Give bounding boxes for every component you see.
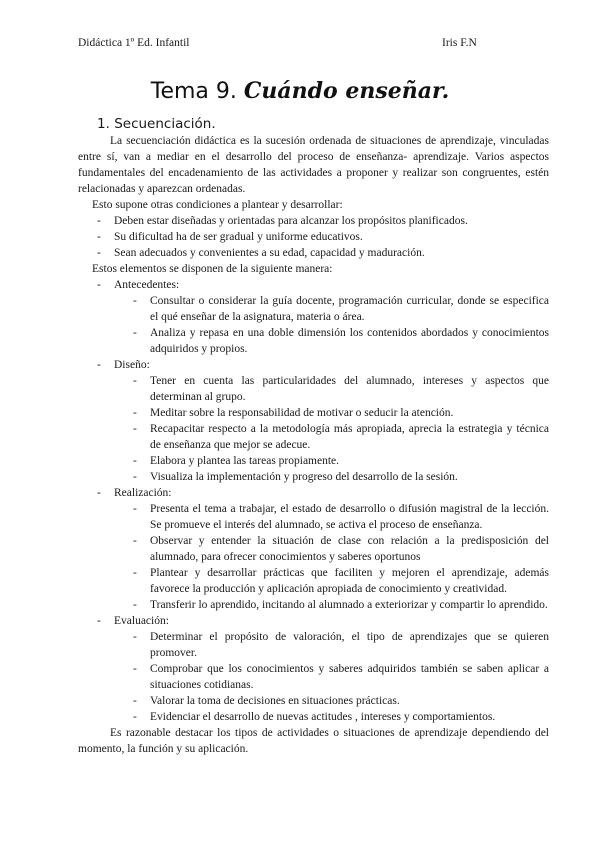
list-item: - Determinar el propósito de valoración, el tipo de aprendizajes que se quieren promover.	[133, 631, 549, 659]
closing-paragraph: Es razonable destacar los tipos de actividades o situaciones de aprendizaje dependiendo del momento, la función y su aplicación.	[78, 727, 549, 755]
bullet-marker: -	[133, 567, 137, 579]
conditions-intro: Esto supone otras condiciones a plantear y desarrollar:	[92, 199, 343, 211]
section-heading	[97, 116, 216, 132]
bullet-marker: -	[97, 279, 101, 291]
bullet-marker: -	[97, 615, 101, 627]
bullet-marker: -	[133, 535, 137, 547]
bullet-marker: -	[133, 663, 137, 675]
list-item: - Plantear y desarrollar prácticas que faciliten y mejoren el aprendizaje, además favorece la producción y aplicación apropiada de conocimiento y creatividad.	[133, 567, 549, 595]
bullet-marker: -	[133, 295, 137, 307]
elements-intro: Estos elementos se disponen de la siguiente manera:	[92, 263, 333, 275]
bullet-marker: -	[97, 215, 101, 227]
title-main: Cuándo enseñar.	[243, 78, 450, 104]
section-title: Secuenciación.	[114, 116, 216, 132]
bullet-marker: -	[97, 231, 101, 243]
header-right: Iris F.N	[442, 37, 477, 49]
list-item: - Tener en cuenta las particularidades del alumnado, intereses y aspectos que determinan al grupo.	[133, 375, 549, 403]
phase-realizacion: - Realización:	[97, 487, 172, 499]
list-item: - Transferir lo aprendido, incitando al alumnado a exteriorizar y compartir lo aprendido.	[133, 599, 548, 611]
document-body	[78, 133, 549, 757]
bullet-marker: -	[133, 599, 137, 611]
bullet-marker: -	[133, 327, 137, 339]
bullet-marker: -	[133, 471, 137, 483]
list-item: - Sean adecuados y convenientes a su edad, capacidad y maduración.	[97, 247, 425, 259]
bullet-marker: -	[133, 631, 137, 643]
bullet-marker: -	[133, 711, 137, 723]
list-item: - Meditar sobre la responsabilidad de motivar o seducir la atención.	[133, 407, 454, 419]
list-item: - Elabora y plantea las tareas propiamente.	[133, 455, 340, 467]
list-item: - Recapacitar respecto a la metodología más apropiada, aprecia la estrategia y técnica de enseñanza que mejor se adecue.	[133, 423, 549, 451]
intro-paragraph: La secuenciación didáctica es la sucesión ordenada de situaciones de aprendizaje, vinculadas entre sí, van a mediar en el desarrollo del proceso de enseñanza- aprendizaje. Varios aspectos fundamentales del encadenamiento de las actividades a proponer y realizar son congruentes, estén relacionadas y aparezcan ordenadas.	[78, 135, 549, 195]
list-item: - Presenta el tema a trabajar, el estado de desarrollo o difusión magistral de la lección. Se promueve el interés del alumnado, se activa el proceso de enseñanza.	[133, 503, 549, 531]
bullet-marker: -	[133, 375, 137, 387]
header-left: Didáctica 1º Ed. Infantil	[78, 37, 190, 49]
bullet-marker: -	[97, 487, 101, 499]
phase-diseno: - Diseño:	[97, 359, 150, 371]
list-item: - Evidenciar el desarrollo de nuevas actitudes , intereses y comportamientos.	[133, 711, 496, 723]
bullet-marker: -	[97, 247, 101, 259]
list-item: - Consultar o considerar la guía docente, programación curricular, donde se especifica el qué enseñar de la asignatura, materia o área.	[133, 295, 549, 323]
bullet-marker: -	[133, 407, 137, 419]
bullet-marker: -	[133, 423, 137, 435]
phase-antecedentes: - Antecedentes:	[97, 279, 180, 291]
page-title	[0, 78, 600, 104]
bullet-marker: -	[133, 455, 137, 467]
list-item: - Valorar la toma de decisiones en situaciones prácticas.	[133, 695, 400, 707]
list-item: - Su dificultad ha de ser gradual y uniforme educativos.	[97, 231, 363, 243]
list-item: - Comprobar que los conocimientos y saberes adquiridos también se saben aplicar a situaciones cotidianas.	[133, 663, 549, 691]
list-item: - Analiza y repasa en una doble dimensión los contenidos abordados y conocimientos adquiridos y propios.	[133, 327, 549, 355]
section-number: 1.	[97, 116, 110, 132]
list-item: - Visualiza la implementación y progreso del desarrollo de la sesión.	[133, 471, 458, 483]
conditions-list	[78, 213, 549, 261]
bullet-marker: -	[133, 503, 137, 515]
bullet-marker: -	[97, 359, 101, 371]
list-item: - Observar y entender la situación de clase con relación a la predisposición del alumnado, para ofrecer conocimientos y saberes oportunos	[133, 535, 549, 563]
phase-evaluacion: - Evaluación:	[97, 615, 169, 627]
title-prefix: Tema 9.	[150, 79, 237, 104]
bullet-marker: -	[133, 695, 137, 707]
list-item: - Deben estar diseñadas y orientadas para alcanzar los propósitos planificados.	[97, 215, 468, 227]
